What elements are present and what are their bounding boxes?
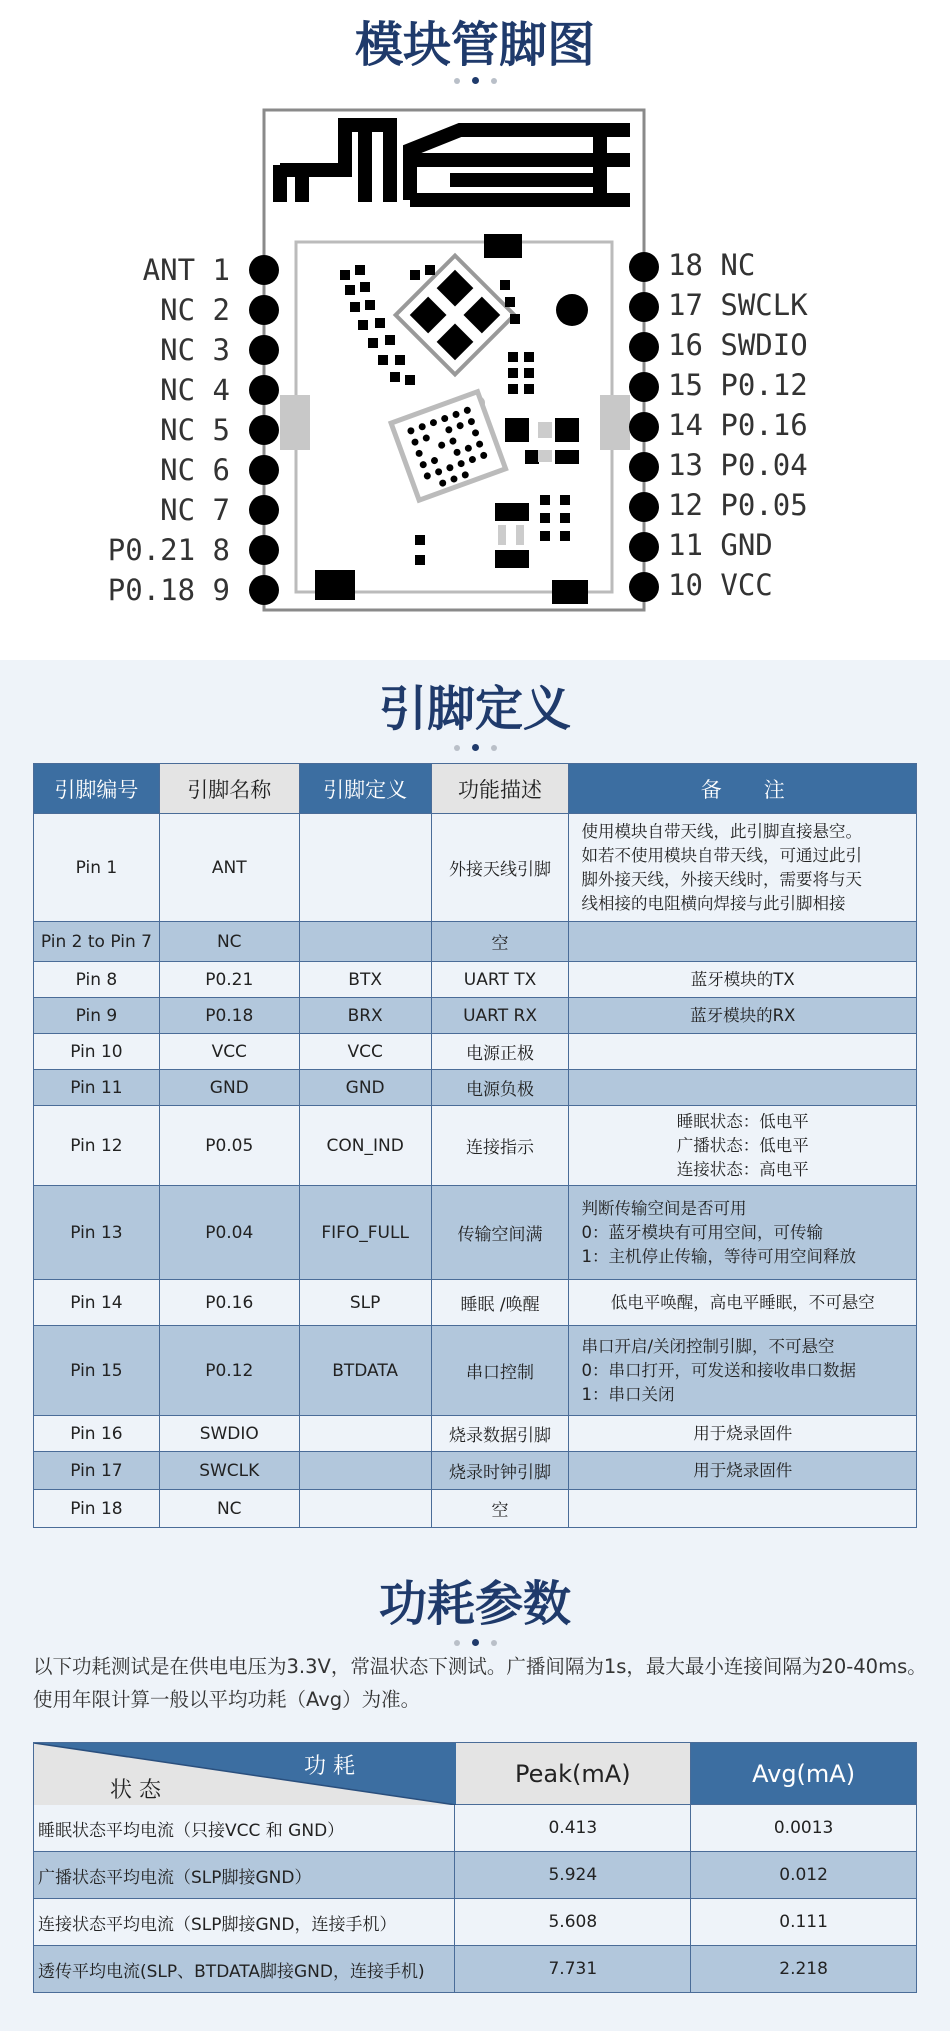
pin-func-cell: 连接指示 <box>431 1106 569 1186</box>
pin-func-cell: 电源正极 <box>431 1034 569 1070</box>
note-line: 1：串口关闭 <box>581 1384 675 1404</box>
pin-func-cell: 电源负极 <box>431 1070 569 1106</box>
header-state-power <box>34 1743 455 1805</box>
pin-func-cell: 串口控制 <box>431 1326 569 1416</box>
pin-name-cell: SWDIO <box>159 1416 299 1452</box>
header-pin-number: 引脚编号 <box>34 764 160 814</box>
left-pin-dot <box>249 535 279 565</box>
pin-name-cell: P0.18 <box>159 998 299 1034</box>
note-line: 串口开启/关闭控制引脚，不可悬空 <box>581 1336 835 1356</box>
pin-name-cell: P0.16 <box>159 1280 299 1326</box>
pin-name-cell: P0.12 <box>159 1326 299 1416</box>
left-pin-dot <box>249 375 279 405</box>
left-pin-2: NC 2 <box>160 293 230 327</box>
pin-note-cell <box>569 1070 917 1106</box>
pin-id-cell: Pin 11 <box>34 1070 160 1106</box>
power-intro-line-2: 使用年限计算一般以平均功耗（Avg）为准。 <box>33 1688 421 1711</box>
left-pin-1: ANT 1 <box>142 253 230 287</box>
left-pin-dot <box>249 335 279 365</box>
power-state-cell: 睡眠状态平均电流（只接VCC 和 GND） <box>34 1805 455 1852</box>
title-dots <box>0 737 950 749</box>
note-line: 使用模块自带天线，此引脚直接悬空。 <box>581 821 862 841</box>
pin-func-cell: UART RX <box>431 998 569 1034</box>
left-pin-4: NC 4 <box>160 373 230 407</box>
left-pin-5: NC 5 <box>160 413 230 447</box>
pin-def-cell: FIFO_FULL <box>299 1186 431 1280</box>
pin-name-cell: P0.04 <box>159 1186 299 1280</box>
pin-func-cell: 传输空间满 <box>431 1186 569 1280</box>
pin-name-cell: NC <box>159 922 299 962</box>
header-pin-definition: 引脚定义 <box>299 764 431 814</box>
table-row <box>34 1452 917 1490</box>
table-row <box>34 814 917 922</box>
right-pin-10: 10 VCC <box>668 568 773 602</box>
pin-func-cell: 空 <box>431 922 569 962</box>
right-pin-dot <box>629 572 659 602</box>
right-pin-13: 13 P0.04 <box>668 448 808 482</box>
left-pin-dot <box>249 415 279 445</box>
note-line: 线相接的电阻横向焊接与此引脚相接 <box>581 893 846 913</box>
pin-def-cell: BTDATA <box>299 1326 431 1416</box>
note-line: 脚外接天线，外接天线时，需要将与天 <box>581 869 862 889</box>
left-pin-dot <box>249 575 279 605</box>
pin-id-cell: Pin 2 to Pin 7 <box>34 922 160 962</box>
pin-note-cell <box>569 1326 917 1416</box>
note-line: 0：蓝牙模块有可用空间，可传输 <box>581 1222 823 1242</box>
header-pin-name: 引脚名称 <box>159 764 299 814</box>
right-pin-12: 12 P0.05 <box>668 488 808 522</box>
power-peak-cell: 7.731 <box>455 1946 691 1993</box>
power-peak-cell: 0.413 <box>455 1805 691 1852</box>
left-pin-dot <box>249 255 279 285</box>
pin-def-cell <box>299 1452 431 1490</box>
header-power-label: 功 耗 <box>304 1754 355 1779</box>
pin-func-cell: UART TX <box>431 962 569 998</box>
diagonal-split <box>34 1743 456 1805</box>
pin-note-cell <box>569 814 917 922</box>
pin-id-cell: Pin 1 <box>34 814 160 922</box>
power-avg-cell: 0.111 <box>691 1899 917 1946</box>
left-pin-8: P0.21 8 <box>107 533 230 567</box>
power-section-title: 功耗参数 <box>378 1576 571 1632</box>
pin-id-cell: Pin 14 <box>34 1280 160 1326</box>
pin-definition-table <box>33 763 917 1528</box>
table-row <box>34 1280 917 1326</box>
pin-id-cell: Pin 16 <box>34 1416 160 1452</box>
pin-note-cell <box>569 1490 917 1528</box>
right-pin-18: 18 NC <box>668 248 756 282</box>
right-pin-dot <box>629 292 659 322</box>
pin-func-cell: 烧录时钟引脚 <box>431 1452 569 1490</box>
note-line: 广播状态：低电平 <box>676 1135 809 1155</box>
pin-id-cell: Pin 9 <box>34 998 160 1034</box>
note-line: 睡眠状态：低电平 <box>676 1111 809 1131</box>
pin-note-cell <box>569 962 917 998</box>
left-pin-3: NC 3 <box>160 333 230 367</box>
pin-id-cell: Pin 18 <box>34 1490 160 1528</box>
module-diagram <box>0 100 950 620</box>
header-peak: Peak(mA) <box>455 1743 691 1805</box>
power-state-cell: 连接状态平均电流（SLP脚接GND，连接手机） <box>34 1899 455 1946</box>
left-pin-dot <box>249 495 279 525</box>
note-line: 用于烧录固件 <box>693 1460 793 1480</box>
pin-note-cell <box>569 1280 917 1326</box>
right-pin-14: 14 P0.16 <box>668 408 808 442</box>
table-row <box>34 1852 917 1899</box>
right-pin-17: 17 SWCLK <box>668 288 808 322</box>
table-row <box>34 962 917 998</box>
table-row <box>34 998 917 1034</box>
pin-table-body <box>34 814 917 1528</box>
table-row <box>34 1946 917 1993</box>
pin-name-cell: NC <box>159 1490 299 1528</box>
header-function: 功能描述 <box>431 764 569 814</box>
pin-name-cell: ANT <box>159 814 299 922</box>
pin-func-cell: 烧录数据引脚 <box>431 1416 569 1452</box>
pin-id-cell: Pin 17 <box>34 1452 160 1490</box>
pin-id-cell: Pin 12 <box>34 1106 160 1186</box>
right-pin-dot <box>629 412 659 442</box>
pin-name-cell: P0.05 <box>159 1106 299 1186</box>
right-pin-16: 16 SWDIO <box>668 328 808 362</box>
left-pin-9: P0.18 9 <box>107 573 230 607</box>
pin-note-cell <box>569 1034 917 1070</box>
note-line: 低电平唤醒，高电平睡眠，不可悬空 <box>610 1292 875 1312</box>
table-row <box>34 1490 917 1528</box>
pin-id-cell: Pin 13 <box>34 1186 160 1280</box>
note-line: 如若不使用模块自带天线，可通过此引 <box>581 845 862 865</box>
right-pin-dot <box>629 332 659 362</box>
pin-note-cell <box>569 1416 917 1452</box>
pin-def-cell <box>299 922 431 962</box>
note-line: 0：串口打开，可发送和接收串口数据 <box>581 1360 856 1380</box>
note-line: 蓝牙模块的RX <box>690 1005 796 1025</box>
note-line: 1：主机停止传输，等待可用空间释放 <box>581 1246 856 1266</box>
pin-name-cell: SWCLK <box>159 1452 299 1490</box>
pin-func-cell: 睡眠 /唤醒 <box>431 1280 569 1326</box>
pin-def-cell <box>299 814 431 922</box>
left-pin-6: NC 6 <box>160 453 230 487</box>
pin-def-cell: CON_IND <box>299 1106 431 1186</box>
power-avg-cell: 2.218 <box>691 1946 917 1993</box>
right-pin-dot <box>629 452 659 482</box>
left-pin-dot <box>249 455 279 485</box>
pin-note-cell <box>569 1452 917 1490</box>
power-peak-cell: 5.924 <box>455 1852 691 1899</box>
power-avg-cell: 0.0013 <box>691 1805 917 1852</box>
pin-note-cell <box>569 922 917 962</box>
header-note: 备 注 <box>569 764 917 814</box>
pin-name-cell: P0.21 <box>159 962 299 998</box>
pin-def-cell: BTX <box>299 962 431 998</box>
power-peak-cell: 5.608 <box>455 1899 691 1946</box>
pin-def-cell: GND <box>299 1070 431 1106</box>
power-avg-cell: 0.012 <box>691 1852 917 1899</box>
pin-def-cell <box>299 1416 431 1452</box>
left-pin-dot <box>249 295 279 325</box>
table-row <box>34 1070 917 1106</box>
pin-func-cell: 空 <box>431 1490 569 1528</box>
power-table-body <box>34 1805 917 1993</box>
table-row <box>34 1899 917 1946</box>
table-row <box>34 922 917 962</box>
pin-name-cell: VCC <box>159 1034 299 1070</box>
table-row <box>34 1326 917 1416</box>
pin-note-cell <box>569 1106 917 1186</box>
title-dots <box>0 1632 950 1644</box>
right-pin-dot <box>629 532 659 562</box>
right-pin-dot <box>629 372 659 402</box>
title-dots <box>0 70 950 82</box>
power-state-cell: 广播状态平均电流（SLP脚接GND） <box>34 1852 455 1899</box>
right-pin-11: 11 GND <box>668 528 773 562</box>
right-pin-15: 15 P0.12 <box>668 368 808 402</box>
pin-def-cell: BRX <box>299 998 431 1034</box>
pin-id-cell: Pin 15 <box>34 1326 160 1416</box>
left-pin-7: NC 7 <box>160 493 230 527</box>
power-state-cell: 透传平均电流(SLP、BTDATA脚接GND，连接手机) <box>34 1946 455 1993</box>
pin-note-cell <box>569 1186 917 1280</box>
note-line: 用于烧录固件 <box>693 1423 793 1443</box>
table-row <box>34 1805 917 1852</box>
table-row <box>34 1416 917 1452</box>
pin-def-cell: VCC <box>299 1034 431 1070</box>
pin-func-cell: 外接天线引脚 <box>431 814 569 922</box>
table-row <box>34 1106 917 1186</box>
right-pin-dot <box>629 492 659 522</box>
module-section-title: 模块管脚图 <box>354 17 595 73</box>
note-line: 蓝牙模块的TX <box>690 969 795 989</box>
table-row <box>34 1034 917 1070</box>
pin-section-title: 引脚定义 <box>378 681 571 737</box>
power-intro-line-1: 以下功耗测试是在供电电压为3.3V，常温状态下测试。广播间隔为1s，最大最小连接间隔为20-40ms。 <box>33 1655 927 1678</box>
header-avg: Avg(mA) <box>691 1743 917 1805</box>
note-line: 判断传输空间是否可用 <box>581 1198 747 1218</box>
note-line: 连接状态：高电平 <box>676 1159 809 1179</box>
power-intro-text <box>33 1650 933 1716</box>
header-state-label: 状 态 <box>110 1778 161 1803</box>
table-row <box>34 1186 917 1280</box>
pin-id-cell: Pin 10 <box>34 1034 160 1070</box>
power-table <box>33 1742 917 1993</box>
right-pin-dot <box>629 252 659 282</box>
pin-note-cell <box>569 998 917 1034</box>
pin-def-cell: SLP <box>299 1280 431 1326</box>
pin-def-cell <box>299 1490 431 1528</box>
pin-name-cell: GND <box>159 1070 299 1106</box>
pin-id-cell: Pin 8 <box>34 962 160 998</box>
